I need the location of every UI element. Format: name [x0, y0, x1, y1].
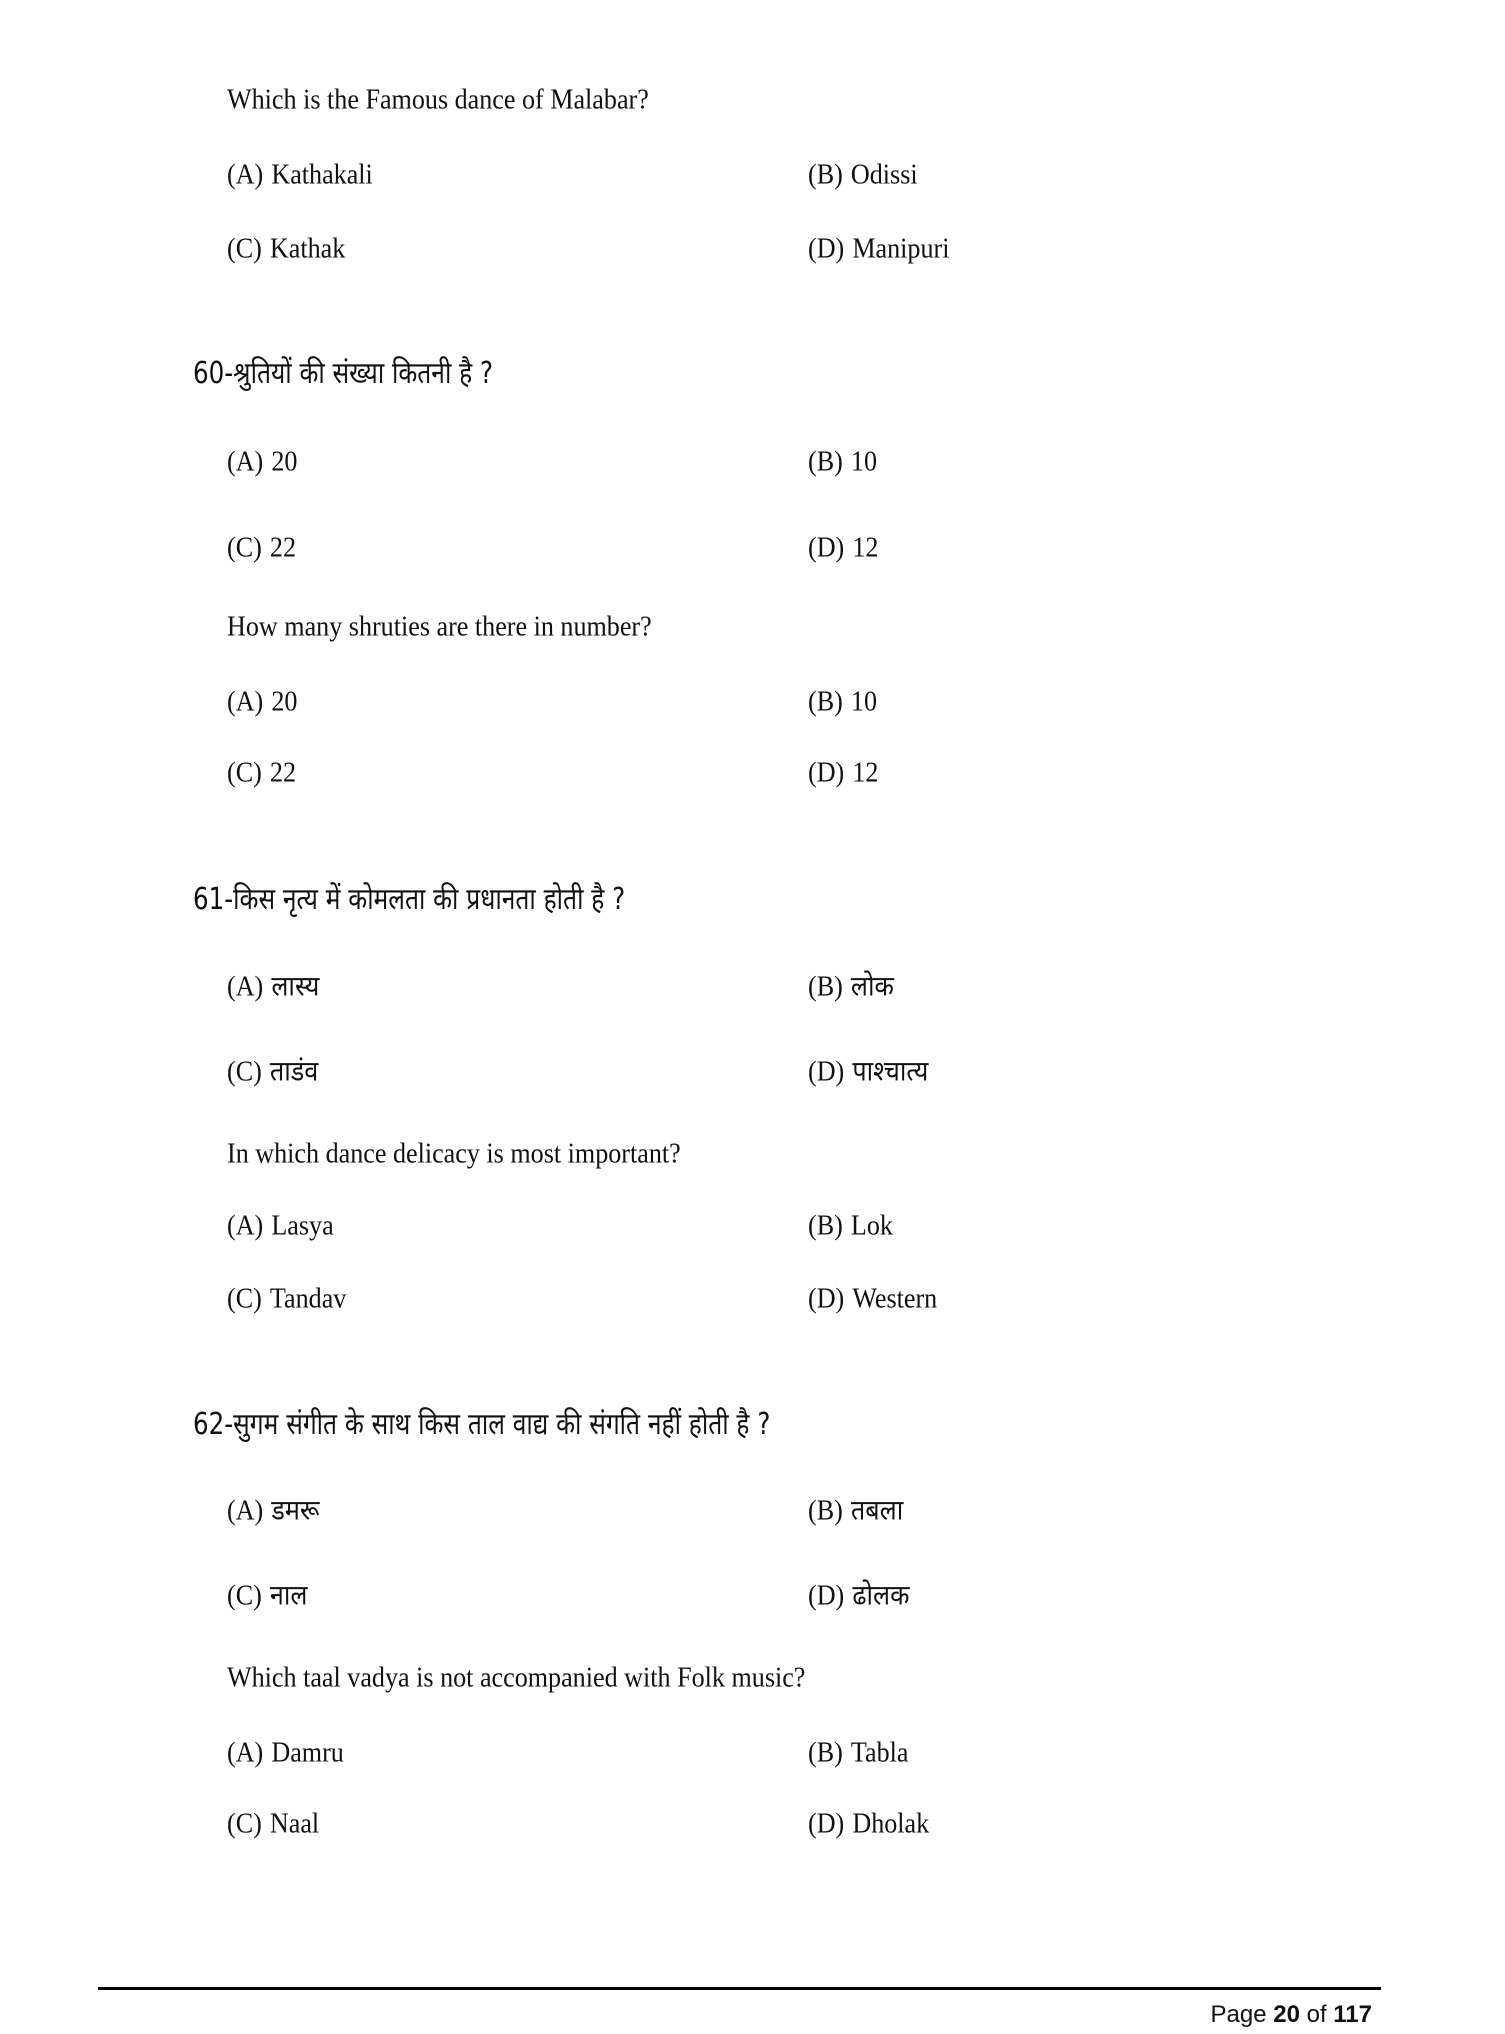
answer-option — [227, 1807, 320, 1840]
option-text: Kathakali — [271, 158, 373, 191]
answer-option — [808, 756, 879, 789]
option-text: Lasya — [271, 1209, 334, 1242]
option-label: (C) — [227, 1807, 262, 1840]
option-text: Odissi — [850, 158, 918, 191]
option-text: 22 — [269, 531, 297, 564]
option-label: (A) — [227, 1736, 264, 1769]
option-text: Naal — [269, 1807, 320, 1840]
option-text: Dholak — [852, 1807, 930, 1840]
question-text: How many shruties are there in number? — [227, 610, 652, 643]
option-text: लास्य — [271, 969, 320, 1003]
page-total: 117 — [1333, 2001, 1372, 2028]
answer-option — [227, 1209, 334, 1242]
option-label: (B) — [808, 158, 843, 191]
answer-option — [227, 1054, 319, 1088]
answer-option — [808, 158, 918, 191]
answer-option — [227, 232, 346, 265]
answer-option — [808, 1493, 904, 1527]
answer-option — [227, 531, 297, 564]
option-text: 22 — [269, 756, 297, 789]
option-text: Tabla — [850, 1736, 909, 1769]
option-label: (D) — [808, 232, 845, 265]
option-text: Manipuri — [852, 232, 950, 265]
option-label: (D) — [808, 1282, 845, 1315]
option-label: (A) — [227, 158, 264, 191]
answer-option — [808, 232, 950, 265]
option-label: (B) — [808, 445, 843, 478]
option-label: (D) — [808, 1055, 845, 1088]
option-label: (C) — [227, 531, 262, 564]
page-number — [1210, 2001, 1372, 2029]
option-label: (B) — [808, 1736, 843, 1769]
answer-option — [227, 1282, 347, 1315]
question-text: Which is the Famous dance of Malabar? — [227, 83, 649, 116]
option-text: ढोलक — [852, 1578, 910, 1612]
option-text: डमरू — [271, 1493, 320, 1527]
option-text: Tandav — [269, 1282, 347, 1315]
option-label: (B) — [808, 1209, 843, 1242]
option-text: 10 — [850, 445, 878, 478]
answer-option — [227, 1736, 344, 1769]
option-text: Lok — [850, 1209, 893, 1242]
answer-option — [808, 1578, 910, 1612]
question-text: 61-किस नृत्य में कोमलता की प्रधानता होती है ? — [193, 882, 626, 917]
answer-option — [808, 685, 878, 718]
option-text: 20 — [271, 685, 298, 718]
answer-option — [227, 158, 373, 191]
question-text: 62-सुगम संगीत के साथ किस ताल वाद्य की संगति नहीं होती है ? — [193, 1407, 771, 1442]
option-label: (C) — [227, 756, 262, 789]
option-text: लोक — [850, 969, 894, 1003]
answer-option — [227, 1493, 320, 1527]
option-text: 12 — [852, 531, 879, 564]
option-text: 10 — [850, 685, 878, 718]
answer-option — [227, 969, 320, 1003]
option-label: (B) — [808, 1494, 843, 1527]
option-label: (D) — [808, 756, 845, 789]
answer-option — [227, 756, 297, 789]
footer-divider — [98, 1987, 1381, 1990]
option-label: (A) — [227, 445, 264, 478]
option-label: (C) — [227, 232, 262, 265]
option-text: पाश्चात्य — [852, 1054, 929, 1088]
option-label: (C) — [227, 1579, 262, 1612]
answer-option — [227, 1578, 308, 1612]
answer-option — [227, 445, 298, 478]
option-label: (A) — [227, 1494, 264, 1527]
option-label: (B) — [808, 970, 843, 1003]
option-label: (D) — [808, 531, 845, 564]
answer-option — [227, 685, 298, 718]
answer-option — [808, 1054, 929, 1088]
answer-option — [808, 969, 894, 1003]
option-label: (B) — [808, 685, 843, 718]
option-label: (A) — [227, 685, 264, 718]
question-text: In which dance delicacy is most important? — [227, 1137, 681, 1170]
answer-option — [808, 1736, 909, 1769]
option-label: (C) — [227, 1282, 262, 1315]
option-text: 20 — [271, 445, 298, 478]
option-label: (D) — [808, 1807, 845, 1840]
option-text: तबला — [850, 1493, 904, 1527]
option-text: 12 — [852, 756, 879, 789]
page-current: 20 — [1273, 2001, 1300, 2028]
page-prefix: Page — [1210, 2001, 1267, 2028]
page-sep: of — [1306, 2001, 1327, 2028]
answer-option — [808, 531, 879, 564]
option-text: नाल — [269, 1578, 308, 1612]
option-text: ताडंव — [269, 1054, 319, 1088]
option-label: (D) — [808, 1579, 845, 1612]
question-text: Which taal vadya is not accompanied with Folk music? — [227, 1661, 806, 1694]
option-text: Kathak — [269, 232, 346, 265]
answer-option — [808, 1282, 938, 1315]
option-text: Western — [852, 1282, 938, 1315]
answer-option — [808, 1209, 893, 1242]
question-text: 60-श्रुतियों की संख्या कितनी है ? — [193, 356, 494, 391]
option-label: (A) — [227, 1209, 264, 1242]
answer-option — [808, 445, 878, 478]
option-label: (A) — [227, 970, 264, 1003]
answer-option — [808, 1807, 930, 1840]
option-text: Damru — [271, 1736, 344, 1769]
option-label: (C) — [227, 1055, 262, 1088]
